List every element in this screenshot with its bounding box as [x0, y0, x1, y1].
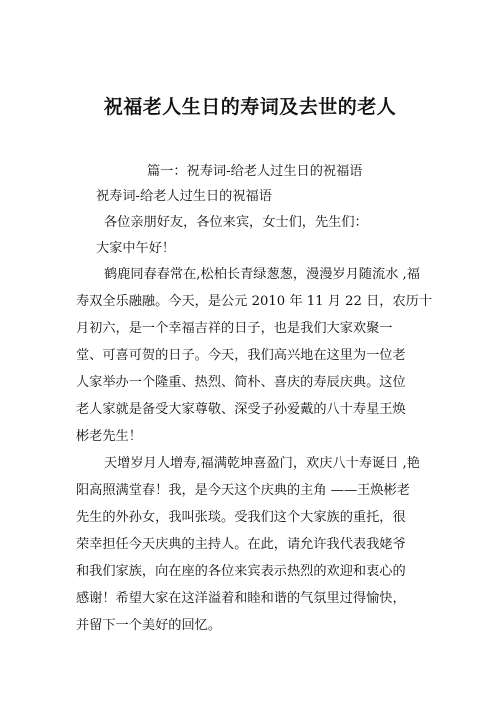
section-heading: 篇一：祝寿词-给老人过生日的祝福语	[147, 164, 363, 179]
paragraph-2-line: 先生的外孙女，我叫张琰。受我们这个大家族的重托，很	[76, 510, 406, 525]
paragraph-2-line: 并留下一个美好的回忆。	[76, 618, 222, 633]
paragraph-1-line: 人家举办一个隆重、热烈、简朴、喜庆的寿辰庆典。这位	[76, 375, 406, 390]
subheading: 祝寿词-给老人过生日的祝福语	[96, 189, 272, 204]
paragraph-1-line: 彬老先生！	[76, 429, 142, 444]
paragraph-2-line: 阳高照满堂春！我，是今天这个庆典的主角 ——王焕彬老	[76, 483, 410, 498]
document-title: 祝福老人生日的寿词及去世的老人	[103, 96, 397, 118]
paragraph-2-line: 感谢！希望大家在这洋溢着和睦和谐的气氛里过得愉快，	[76, 591, 406, 606]
paragraph-2-line: 和我们家族，向在座的各位来宾表示热烈的欢迎和衷心的	[76, 564, 406, 579]
paragraph-1-line: 寿双全乐融融。今天，是公元 2010 年 11 月 22 日，农历十	[76, 294, 433, 309]
greeting-line: 各位亲朋好友，各位来宾，女士们，先生们：	[104, 215, 368, 230]
paragraph-2-line: 天增岁月人增寿,福满乾坤喜盈门，欢庆八十寿诞日 ,艳	[104, 456, 420, 471]
hello-line: 大家中午好！	[96, 241, 176, 256]
paragraph-1-line: 鹤鹿同春春常在,松柏长青绿葱葱，漫漫岁月随流水 ,福	[104, 267, 420, 282]
paragraph-1-line: 月初六，是一个幸福吉祥的日子，也是我们大家欢聚一	[76, 321, 393, 336]
paragraph-2-line: 荣幸担任今天庆典的主持人。在此，请允许我代表我姥爷	[76, 537, 406, 552]
paragraph-1-line: 老人家就是备受大家尊敬、深受子孙爱戴的八十寿星王焕	[76, 402, 406, 417]
paragraph-1-line: 堂、可喜可贺的日子。今天，我们高兴地在这里为一位老	[76, 348, 406, 363]
